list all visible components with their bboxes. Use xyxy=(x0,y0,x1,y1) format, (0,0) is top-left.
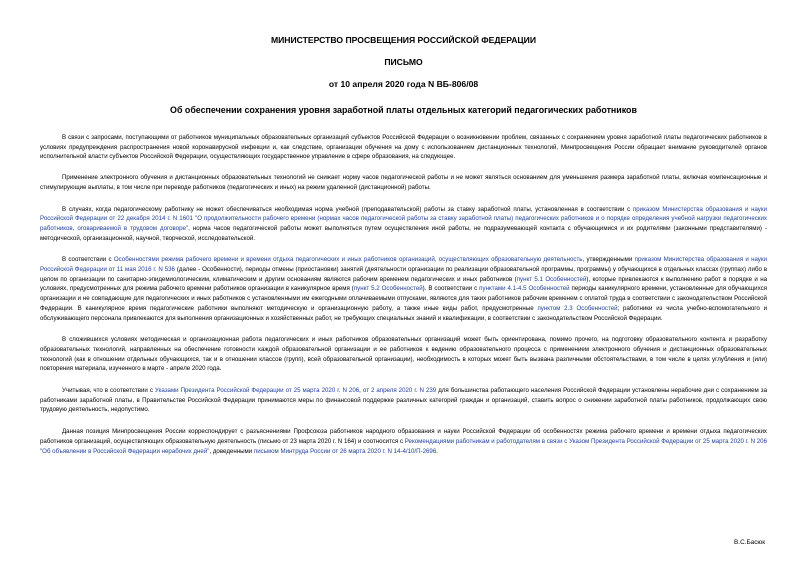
paragraph-7-text-c: . xyxy=(436,447,438,455)
paragraph-4-text-g: ; работники из числа учебно-вспомогательного и обслуживающего персонала привлекаются для выполнения организационных и хозяйственных работ, не требующих специальных знаний и квалификации, в соответствии с законодательством Российской Федерации. xyxy=(40,304,768,322)
link-clause-5-2[interactable]: пункт 5.2 Особенностей xyxy=(353,285,423,293)
paragraph-3-text-a: В случаях, когда педагогическому работнику не может обеспечиваться необходимая норма учебной (преподавательской) работы за ставку заработной платы, установленная в соответствии с xyxy=(62,205,633,213)
paragraph-4-text-a: В соответствии с xyxy=(62,256,114,264)
document-type: ПИСЬМО xyxy=(384,57,423,67)
paragraph-4-text-f: периоды каникулярного времени, установленные для обучающихся организации и не совпадающие для педагогических и иных работников с установленными им ежегодными оплачиваемыми отпусками, являются для таких работников рабочим временем с оплатой труда в соответствии с законодательством Российской Федерации. В каникулярное время педагогические работники выполняют методическую и организационную работу, а также иные виды работ, предусмотренные xyxy=(40,285,767,312)
paragraph-6 xyxy=(40,386,767,415)
paragraph-5: В сложившихся условиях методическая и организационная работа педагогических и иных работников образовательных организаций может быть ориентирована, помимо прочего, на подготовку образовательного контента и разработку образовательных технологий, направленных на обеспечение готовности каждой образовательной организации и ее работников к ведению образовательного процесса с применением электронного обучения и дистанционных образовательных технологий (как в отношении отдельных обучающихся, так и в отношении классов (групп), всей образовательной организации), необходимость в которых может быть вызвана различными обстоятельствами, в том числе в целях углубления и (или) повторения материала, изученного в марте - апреле 2020 года. xyxy=(40,336,767,373)
document-title: Об обеспечении сохранения уровня заработной платы отдельных категорий педагогических работников xyxy=(170,105,637,115)
link-clause-5-1[interactable]: пункт 5.1 Особенностей xyxy=(516,275,587,283)
link-order-1601[interactable]: приказом Министерства образования и науки Российской Федерации от 22 декабря 2014 г. N 1601 "О продолжительности рабочего времени (нормах часов педагогической работы за ставку заработной платы) педагогических работников и о порядке определения учебной нагрузки педагогических работников, оговариваемой в трудовом договоре" xyxy=(40,205,767,232)
paragraph-2: Применение электронного обучения и дистанционных образовательных технологий не снижает норму часов педагогической работы и не может являться основанием для уменьшения размера заработной платы, включая компенсационные и стимулирующие выплаты, в том числе при переводе работников (педагогических и иных) на режим удаленной (дистанционной) работы. xyxy=(40,174,767,191)
document-date-number: от 10 апреля 2020 года N ВБ-806/08 xyxy=(328,79,479,89)
paragraph-7-text-a: Данная позиция Минпросвещения России корреспондирует с разъяснениями Профсоюза работников народного образования и науки Российской Федерации об особенностях режима рабочего времени и времени отдыха педагогических работников организаций, осуществляющих образовательную деятельность (письмо от 23 марта 2020 г. N 164) и соотносится с xyxy=(40,428,767,445)
paragraph-4-text-b: , утвержденными xyxy=(582,256,635,264)
paragraph-4 xyxy=(40,255,767,323)
link-features[interactable]: Особенностями режима рабочего времени и времени отдыха педагогических и иных работников организаций, осуществляющих образовательную деятельность xyxy=(113,256,583,264)
signature: В.С.Басюк xyxy=(734,539,765,546)
paragraph-4-text-d: ), которые привлекаются к выполнению работ в порядке и на условиях, предусмотренных для режима рабочего времени работников организации в каникулярное время ( xyxy=(40,275,767,293)
paragraph-4-text-c: (далее - Особенности), периоды отмены (приостановки) занятий (деятельности организации по реализации образовательной программы, программы) у обучающихся в отдельных классах (группах) либо в целом по организации по санитарно-эпидемиологическим, климатическим и другим основаниям являются рабочим временем педагогических и иных работников ( xyxy=(40,266,768,283)
link-decree-206[interactable]: Указами Президента Российской Федерации от 25 марта 2020 г. N 206 xyxy=(154,387,360,395)
paragraph-6-text-a: Учитывая, что в соответствии с xyxy=(62,387,155,395)
link-recommendations[interactable]: Рекомендациями работникам и работодателям в связи с Указом Президента Российской Федерации от 25 марта 2020 г. N 206 "Об объявлении в Российской Федерации нерабочих дней" xyxy=(40,437,767,455)
paragraph-3-text-b: , норма часов педагогической работы может выполняться путем осуществления иной работы, не подразумевающей контакта с обучающимися и их родителями (законными представителями) - методической, организационной, научной, творческой, исследовательской. xyxy=(40,224,767,242)
paragraph-3 xyxy=(40,205,767,244)
paragraph-1: В связи с запросами, поступающими от работников муниципальных образовательных организаций субъектов Российской Федерации о возникновении проблем, связанных с сохранением уровня заработной платы педагогических работников в условиях предупреждения распространения новой коронавирусной инфекции и, как следствие, организации обучения на дому с использованием дистанционных технологий, Минпросвещения России обращает внимание руководителей органов исполнительной власти субъектов Российской Федерации, осуществляющих государственное управление в сфере образования, на следующее. xyxy=(40,134,767,161)
link-order-536[interactable]: приказом Министерства образования и науки Российской Федерации от 11 мая 2016 г. N 536 xyxy=(40,256,767,274)
paragraph-7-text-b: , доведенными xyxy=(209,447,254,455)
paragraph-7 xyxy=(40,427,767,456)
link-decree-239[interactable]: от 2 апреля 2020 г. N 239 xyxy=(362,387,437,395)
paragraph-4-text-e: ). В соответствии с xyxy=(422,285,480,293)
paragraph-6-text-b: , xyxy=(359,387,363,395)
link-clauses-4-1-4-5[interactable]: пунктами 4.1-4.5 Особенностей xyxy=(479,285,570,293)
link-clause-2-3[interactable]: пунктом 2.3 Особенностей xyxy=(537,304,618,312)
paragraph-6-text-c: для большинства работающего населения Российской Федерации установлены нерабочие дни с сохранением за работниками заработной платы, в Правительстве Российской Федерации принимаются меры по финансовой поддержке различных категорий граждан и организаций, ставить вопрос о снижении заработной платы работников, продолжающих свою трудовую деятельность, недопустимо. xyxy=(40,387,768,414)
ministry-heading: МИНИСТЕРСТВО ПРОСВЕЩЕНИЯ РОССИЙСКОЙ ФЕДЕРАЦИИ xyxy=(270,35,537,45)
link-mintrud-letter[interactable]: письмом Минтруда России от 26 марта 2020 г. N 14-4/10/П-2696 xyxy=(253,447,437,455)
